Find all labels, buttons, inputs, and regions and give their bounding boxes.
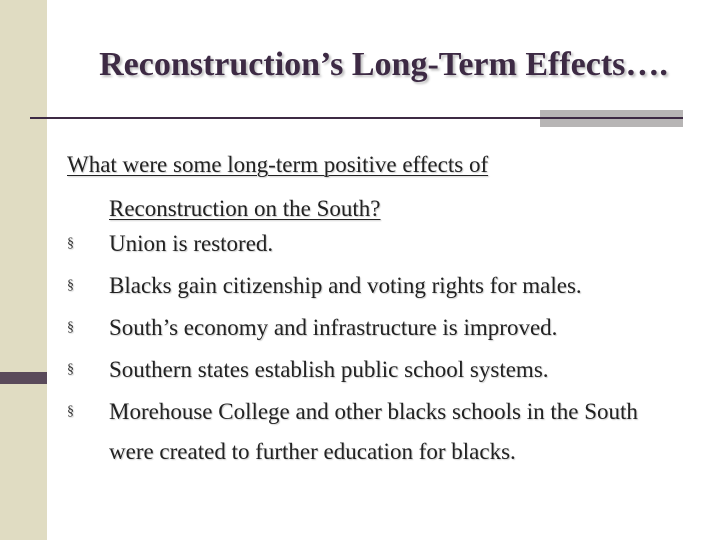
bullet-text: Southern states establish public school systems.	[109, 357, 549, 382]
side-band-accent	[0, 372, 47, 384]
bullet-item	[67, 224, 687, 264]
slide-title: Reconstruction’s Long-Term Effects….	[99, 46, 668, 83]
question	[67, 143, 687, 231]
bullet-marker-icon: §	[67, 278, 74, 293]
bullet-text: Morehouse College and other blacks schools in the South were created to further education for blacks.	[109, 399, 638, 464]
side-band	[0, 0, 47, 540]
bullet-text: South’s economy and infrastructure is improved.	[109, 315, 558, 340]
bullet-item	[67, 266, 687, 306]
title-divider	[30, 117, 540, 119]
question-line-1: What were some long-term positive effects of	[67, 152, 489, 177]
bullet-marker-icon: §	[67, 320, 74, 335]
bullet-marker-icon: §	[67, 362, 74, 377]
bullet-text: Union is restored.	[109, 231, 274, 256]
bullet-list	[67, 224, 687, 472]
bullet-text: Blacks gain citizenship and voting rights for males.	[109, 273, 582, 298]
question-line-2: Reconstruction on the South?	[109, 196, 381, 221]
bullet-marker-icon: §	[67, 236, 74, 251]
bullet-item	[67, 350, 687, 390]
title-divider-line	[540, 117, 683, 119]
bullet-item	[67, 308, 687, 348]
bullet-marker-icon: §	[67, 404, 74, 419]
bullet-item	[67, 392, 687, 472]
